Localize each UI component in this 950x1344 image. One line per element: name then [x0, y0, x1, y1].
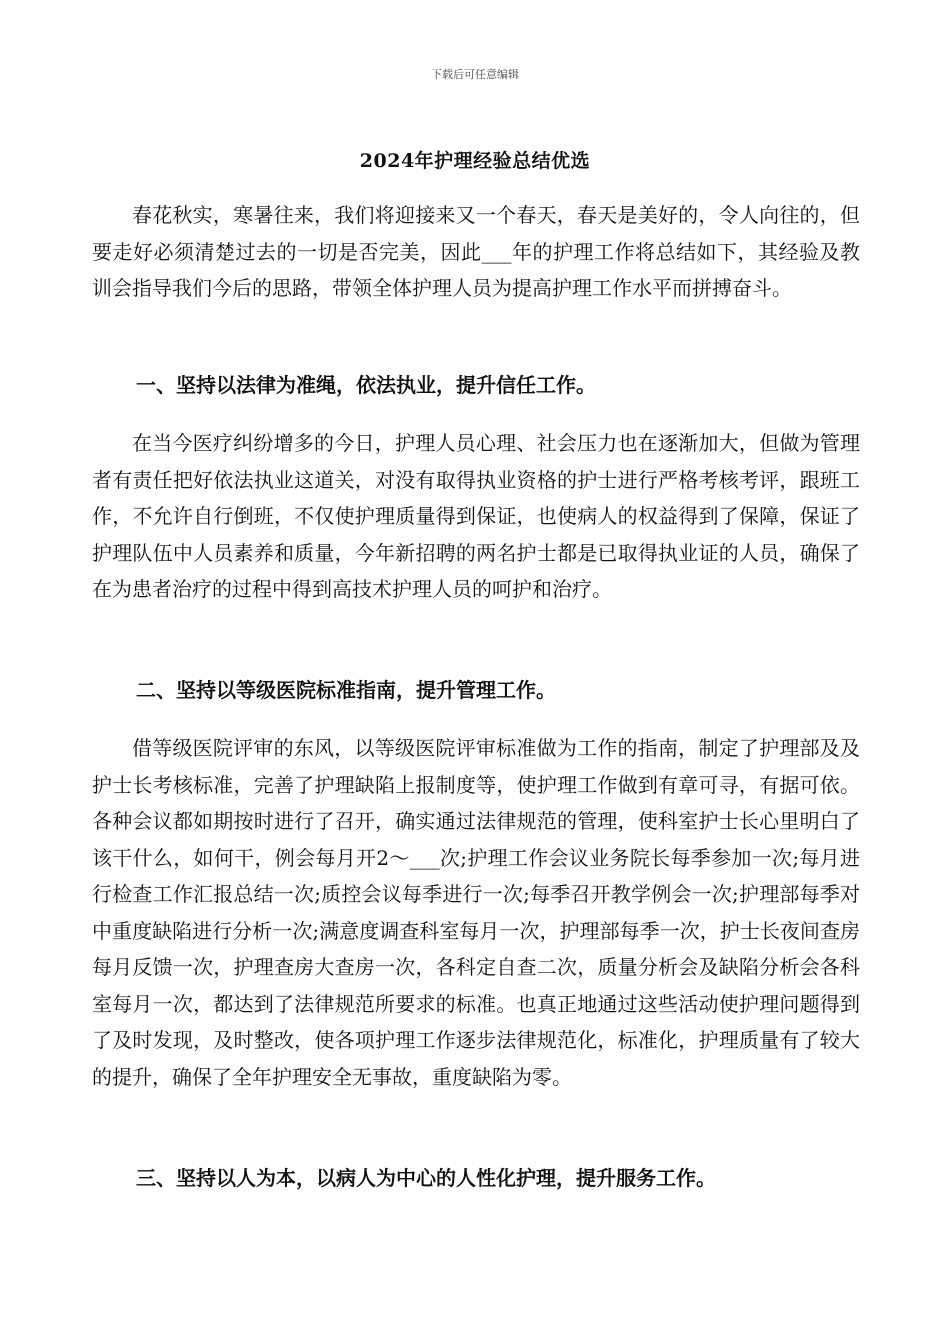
- section-3-heading: 三、坚持以人为本，以病人为中心的人性化护理，提升服务工作。: [136, 1166, 716, 1190]
- section-1-paragraph: 在当今医疗纠纷增多的今日，护理人员心理、社会压力也在逐渐加大，但做为管理者有责任把好依法执业这道关，对没有取得执业资格的护士进行严格考核考评，跟班工作，不允许自行倒班，不仅使护理质量得到保证，也使病人的权益得到了保障，保证了护理队伍中人员素养和质量，今年新招聘的两名护士都是已取得执业证的人员，确保了在为患者治疗的过程中得到高技术护理人员的呵护和治疗。: [92, 431, 860, 601]
- header-note: 下载后可任意编辑: [431, 68, 519, 81]
- section-2-heading: 二、坚持以等级医院标准指南，提升管理工作。: [136, 678, 556, 702]
- document-title: 2024年护理经验总结优选: [359, 150, 591, 172]
- intro-paragraph: 春花秋实，寒暑往来，我们将迎接来又一个春天，春天是美好的，令人向往的，但要走好必须清楚过去的一切是否完美，因此___年的护理工作将总结如下，其经验及教训会指导我们今后的思路，带领全体护理人员为提高护理工作水平而拼搏奋斗。: [92, 203, 860, 300]
- section-2-paragraph: 借等级医院评审的东风，以等级医院评审标准做为工作的指南，制定了护理部及及护士长考核标准，完善了护理缺陷上报制度等，使护理工作做到有章可寻，有据可依。各种会议都如期按时进行了召开，确实通过法律规范的管理，使科室护士长心里明白了该干什么，如何干，例会每月开2～___次;护理工作会议业务院长每季参加一次;每月进行检查工作汇报总结一次;质控会议每季进行一次;每季召开教学例会一次;护理部每季对中重度缺陷进行分析一次;满意度调查科室每月一次，护理部每季一次，护士长夜间查房每月反馈一次，护理查房大查房一次，各科定自查二次，质量分析会及缺陷分析会各科室每月一次，都达到了法律规范所要求的标准。也真正地通过这些活动使护理问题得到了及时发现，及时整改，使各项护理工作逐步法律规范化，标准化，护理质量有了较大的提升，确保了全年护理安全无事故，重度缺陷为零。: [92, 736, 860, 1089]
- section-1-heading: 一、坚持以法律为准绳，依法执业，提升信任工作。: [136, 373, 596, 397]
